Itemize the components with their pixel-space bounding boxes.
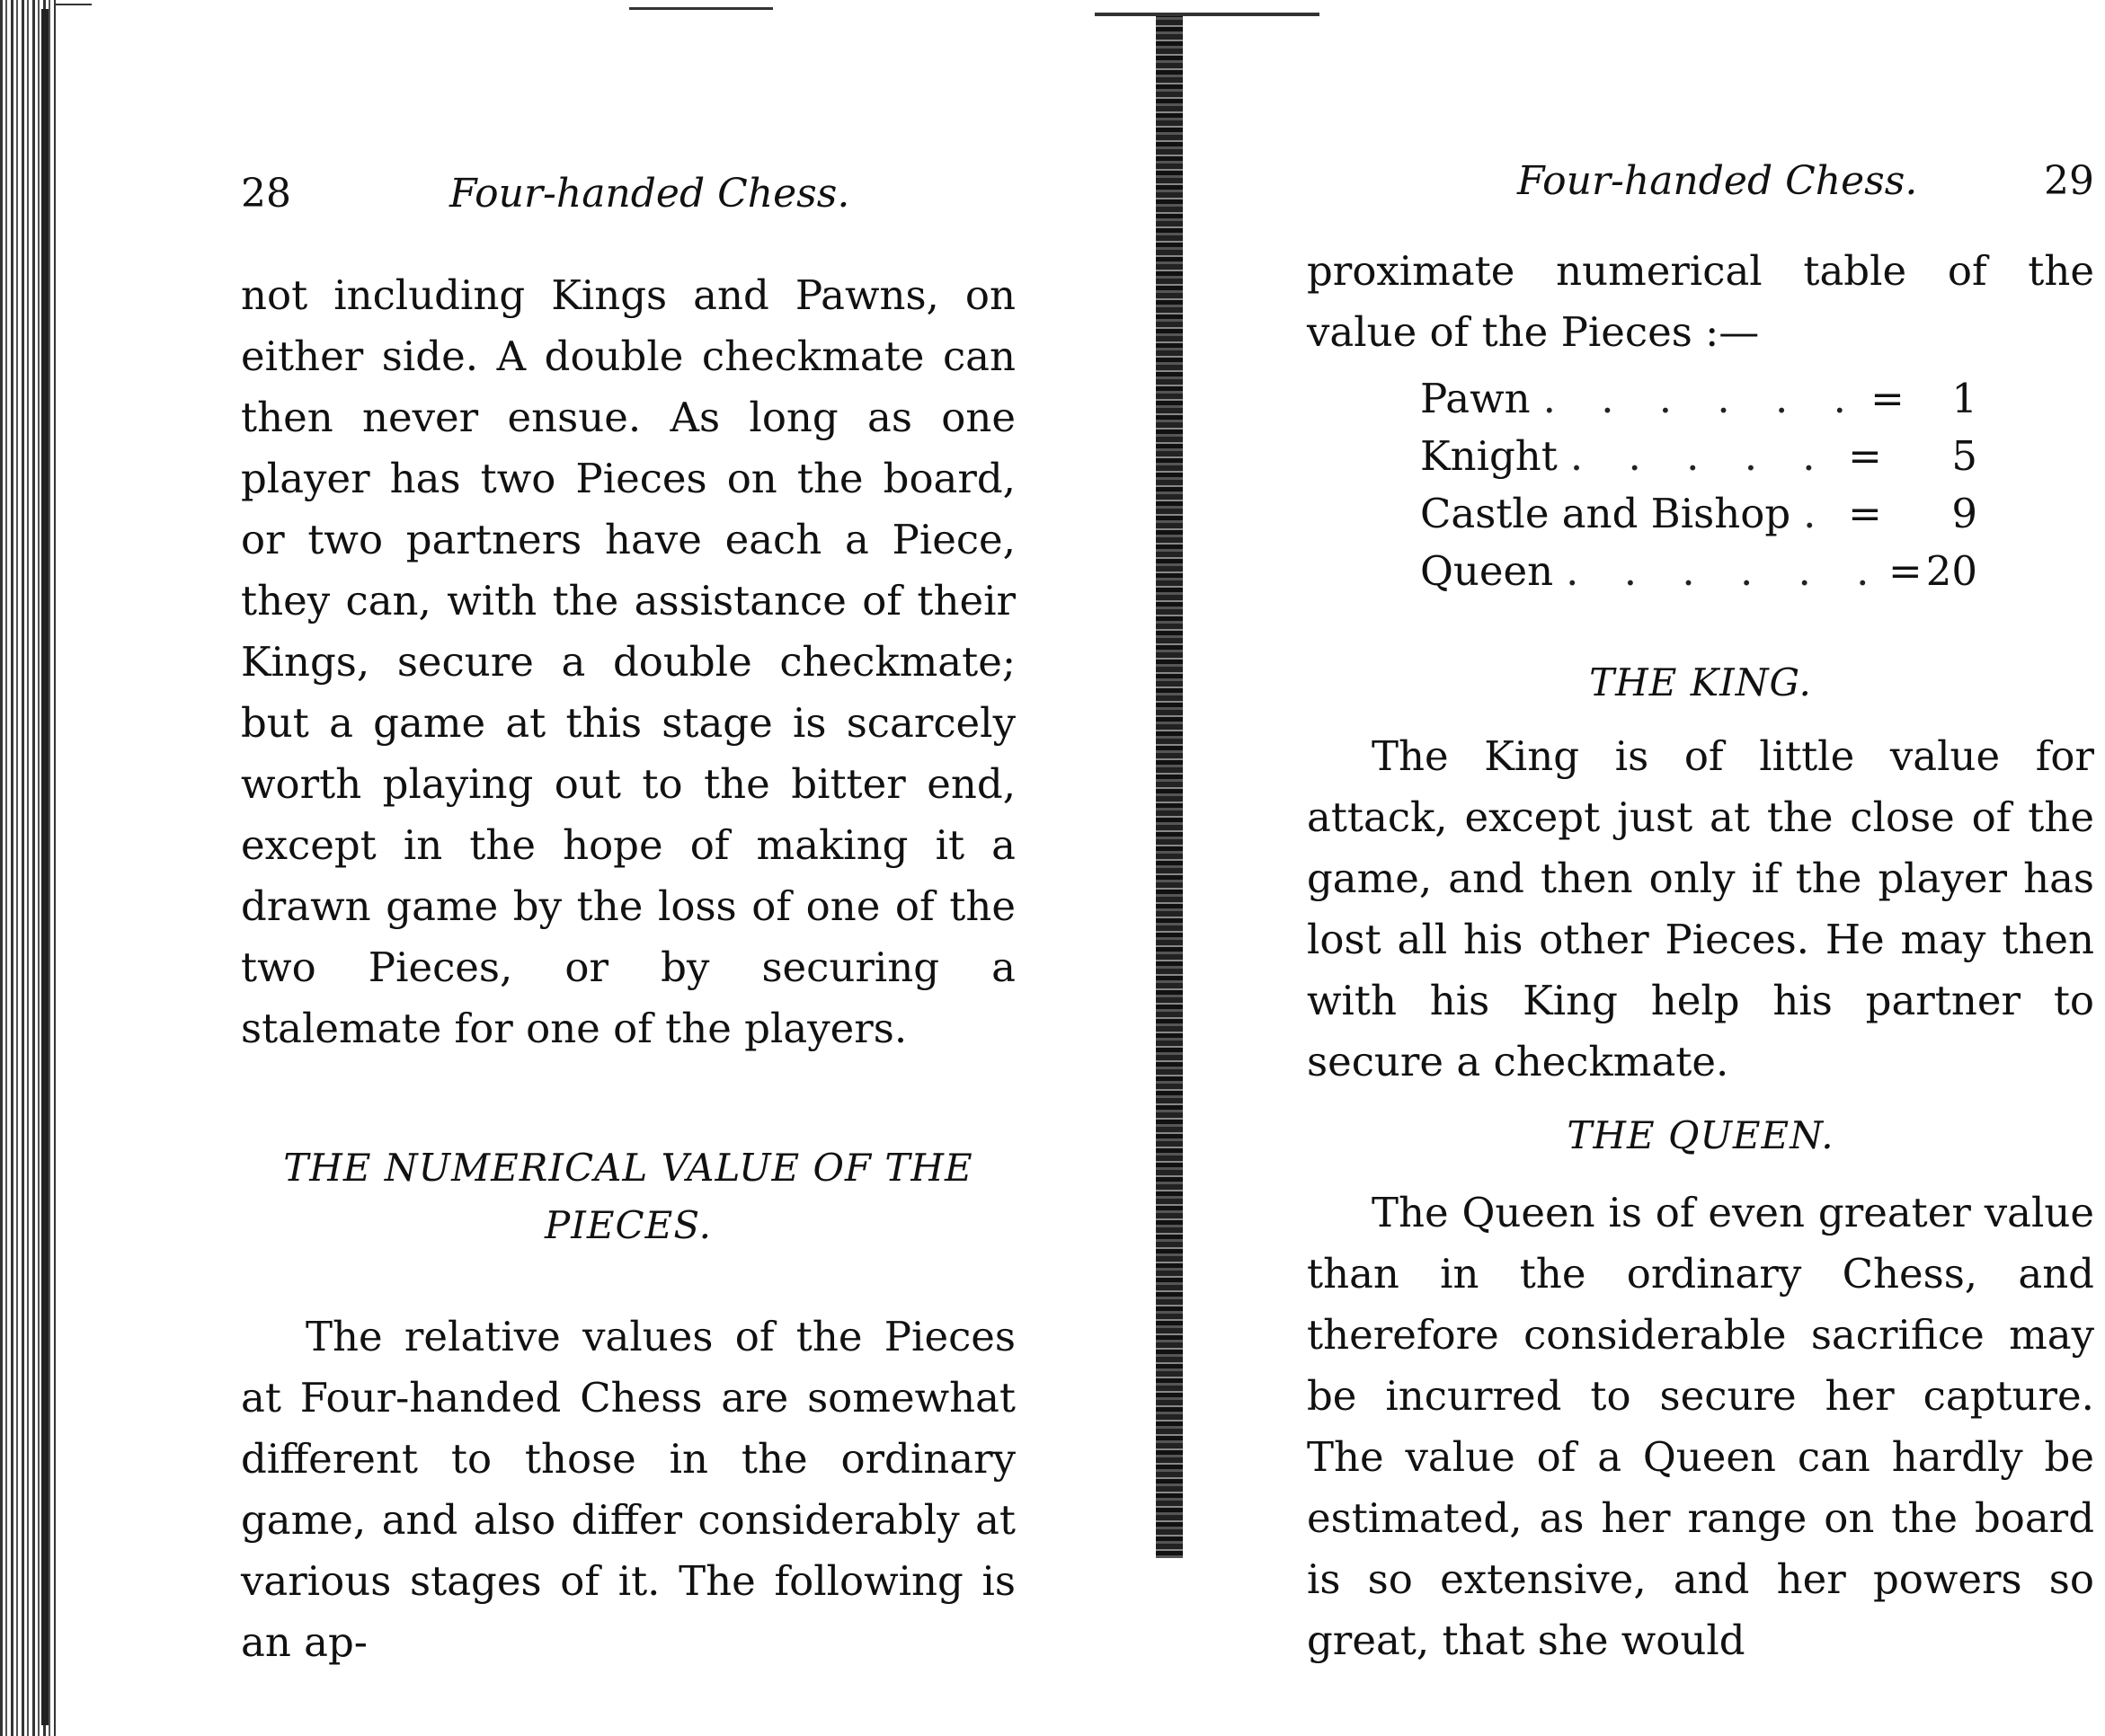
- left-body: [241, 265, 1016, 1059]
- right-body: [1307, 241, 2094, 600]
- equals-sign: =: [1848, 490, 1882, 537]
- queen-paragraph: The Queen is of even greater value than in the ordinary Chess, and therefore considerable sacrifice may be incurred to secure her capture. The value of a Queen can hardly be estimated, as her range on the board is so extensive, and her powers so great, that she would: [1307, 1189, 2094, 1664]
- equals-sign: =: [1848, 432, 1882, 480]
- right-intro: proximate numerical table of the value of the Pieces :—: [1307, 247, 2094, 356]
- right-page: [1307, 0, 2094, 1736]
- center-gutter-shadow: [1156, 13, 1183, 1558]
- numerical-value-heading: [241, 1139, 1016, 1254]
- table-row: [1420, 370, 1977, 428]
- queen-heading: THE QUEEN.: [1567, 1113, 1834, 1157]
- heading-line-2: PIECES.: [545, 1203, 712, 1247]
- table-row: [1420, 428, 1977, 485]
- piece-name: Castle and Bishop: [1420, 490, 1791, 537]
- piece-name: Queen: [1420, 547, 1554, 595]
- king-body: [1307, 726, 2094, 1093]
- heading-line-1: THE NUMERICAL VALUE OF THE: [283, 1146, 973, 1190]
- value-table: [1420, 370, 1977, 600]
- right-running-head: Four-handed Chess.: [1517, 158, 1918, 204]
- left-paragraph-1: not including Kings and Pawns, on either side. A double checkmate can then never ensue. As long as one player has two Pieces on the board, or two partners have each a Piece, they can, with the assistance of their Kings, secure a double checkmate; but a game at this stage is scarcely worth playing out to the bitter end, except in the hope of making it a drawn game by the loss of one of the two Pieces, or by securing a stalemate for one of the players.: [241, 271, 1016, 1052]
- scan-mark-top-center: [1095, 13, 1319, 16]
- king-paragraph: The King is of little value for attack, except just at the close of the game, and then only if the player has lost all his other Pieces. He may then with his King help his partner to secure a checkmate.: [1307, 732, 2094, 1085]
- piece-value: 5: [1951, 432, 1977, 480]
- piece-name: Pawn: [1420, 375, 1531, 422]
- right-page-header: [1307, 158, 2094, 212]
- piece-value: 1: [1951, 375, 1977, 422]
- leader-dots: . . . . .: [1569, 432, 1832, 480]
- piece-value: 20: [1925, 547, 1977, 595]
- table-row: [1420, 485, 1977, 543]
- equals-sign: =: [1870, 375, 1905, 422]
- binding-edge-line: [41, 9, 49, 1725]
- leader-dots: . . . . . .: [1542, 375, 1862, 422]
- equals-sign: =: [1888, 547, 1923, 595]
- piece-name: Knight: [1420, 432, 1558, 480]
- left-page-header: [241, 171, 1016, 225]
- king-section: [1307, 654, 2094, 712]
- left-paragraph-2: The relative values of the Pieces at Four-handed Chess are somewhat different to those in the ordinary game, and also differ considerably at various stages of it. The following is an ap-: [241, 1313, 1016, 1666]
- left-running-head: Four-handed Chess.: [449, 171, 850, 217]
- leader-dots: . . . . . .: [1566, 547, 1886, 595]
- leader-dots: .: [1803, 490, 1833, 537]
- queen-body: [1307, 1182, 2094, 1671]
- table-row: [1420, 543, 1977, 600]
- piece-value: 9: [1951, 490, 1977, 537]
- left-page-number: 28: [241, 171, 291, 217]
- scan-mark-corner: [56, 4, 92, 5]
- left-page: [241, 0, 1016, 1736]
- queen-section: [1307, 1107, 2094, 1165]
- left-body-2: [241, 1306, 1016, 1673]
- king-heading: THE KING.: [1589, 660, 1812, 704]
- right-page-number: 29: [2044, 158, 2094, 204]
